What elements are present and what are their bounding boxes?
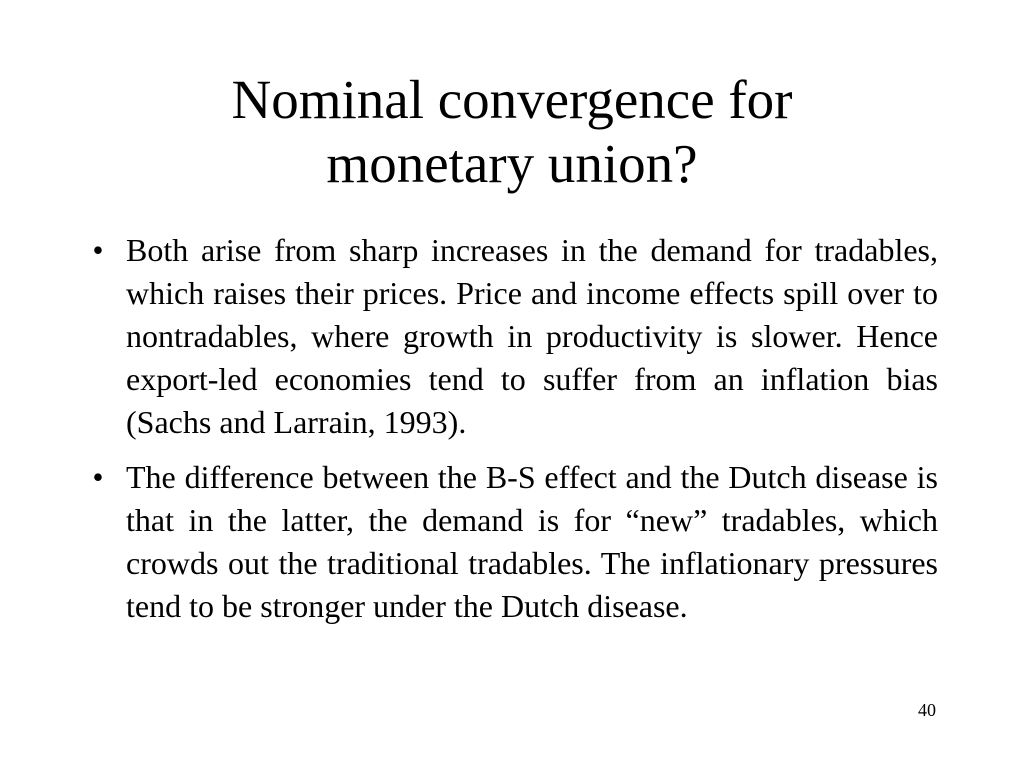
slide-title (112, 68, 912, 196)
page-number: 40 (918, 700, 936, 720)
bullet-icon: • (92, 232, 104, 268)
slide-title-line-1: Nominal convergence for (231, 69, 793, 130)
bullet-icon: • (92, 459, 104, 495)
bullet-text: Both arise from sharp increases in the demand for tradables, which raises their prices. Price and income effects spill over to nontradables, where growth in productivity is slower. Hence export-led economies tend to suffer from an inflation bias (Sachs and Larrain, 1993). (126, 232, 938, 440)
bullet-item (84, 456, 938, 628)
bullet-text: The difference between the B-S effect and the Dutch disease is that in the latter, the demand is for “new” tradables, which crowds out the traditional tradables. The inflationary pressures tend to be stronger under the Dutch disease. (126, 459, 938, 624)
bullet-list (84, 229, 938, 640)
slide-title-line-2: monetary union? (326, 133, 698, 194)
bullet-item (84, 229, 938, 444)
